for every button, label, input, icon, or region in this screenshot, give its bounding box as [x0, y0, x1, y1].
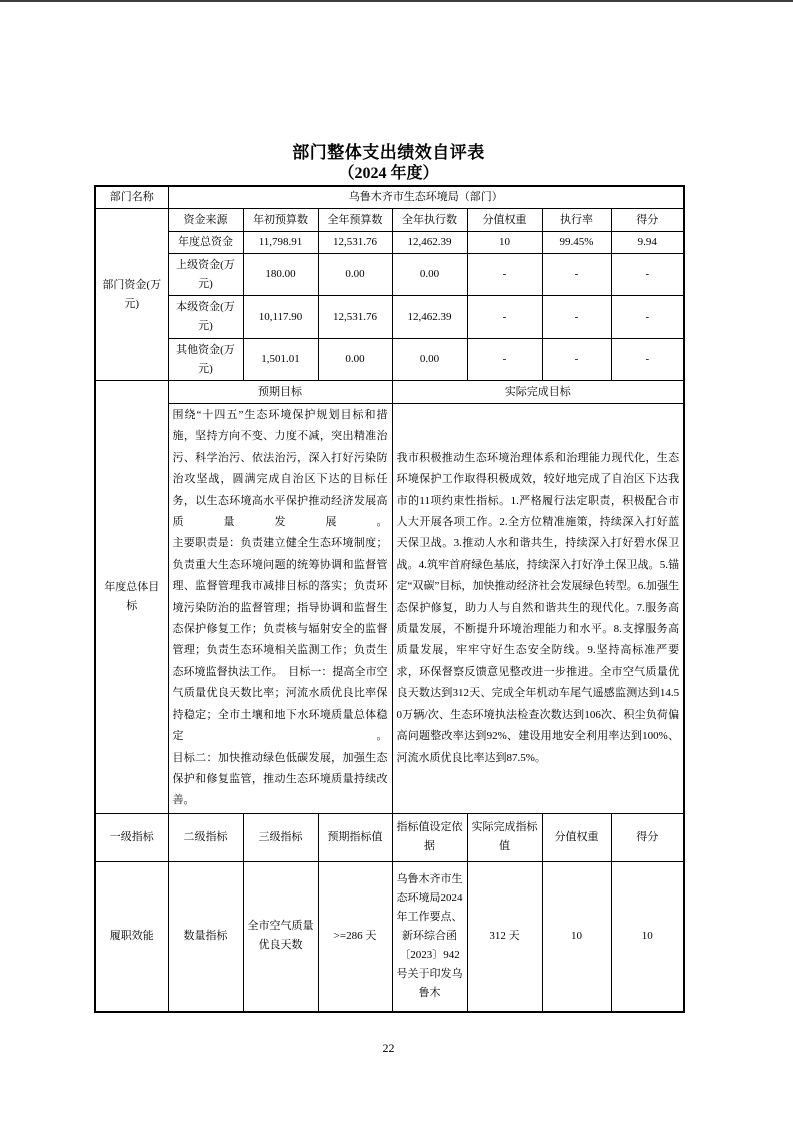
funding-value-cell: 10 — [467, 232, 542, 254]
funding-row-label: 本级资金(万元) — [168, 296, 243, 339]
indicator-value-cell: 312 天 — [467, 861, 542, 1012]
dept-name-value: 乌鲁木齐市生态环境局（部门） — [168, 186, 684, 209]
table-row-goal-header — [95, 381, 684, 404]
indicator-header-cell: 三级指标 — [243, 813, 318, 861]
indicator-header-cell: 分值权重 — [542, 813, 611, 861]
indicator-value-cell: 数量指标 — [168, 861, 243, 1012]
funding-row-label: 上级资金(万元) — [168, 254, 243, 296]
document-subtitle: （2024 年度） — [338, 165, 439, 182]
expected-goal-paragraph: 主要职责是：负责建立健全生态环境制度；负责重大生态环境问题的统筹协调和监督管理、监督管理我市减排目标的落实；负责环境污染防治的监督管理；指导协调和监督生态保护修复工作；负责核与辐射安全的监督管理；负责生态环境相关监测工作；负责生态环境监督执法工作。 目标一：提高全市空气质量优良天数比率；河流水质优良比率保持稳定；全市土壤和地下水环境质量总体稳定。 — [172, 537, 388, 743]
page-top-edge — [0, 0, 793, 2]
self-evaluation-table — [94, 185, 685, 1013]
table-row-dept — [95, 186, 684, 209]
page-number: 22 — [382, 1041, 395, 1055]
expected-goal-paragraph: 围绕“十四五”生态环境保护规划目标和措施，坚持方向不变、力度不减，突出精准治污、科学治污、依法治污，深入打好污染防治攻坚战，圆满完成自治区下达的目标任务，以生态环境高水平保护推动经济发展高质量发展。 — [172, 409, 388, 529]
funding-value-cell: - — [542, 296, 611, 339]
actual-goal-text — [392, 404, 684, 814]
table-row-goal-text — [95, 404, 684, 814]
funding-value-cell: - — [611, 296, 684, 339]
funding-section-label: 部门资金(万元) — [95, 209, 168, 381]
funding-value-cell: 99.45% — [542, 232, 611, 254]
funding-header-cell: 全年预算数 — [318, 209, 392, 232]
table-row-total-funds — [95, 232, 684, 254]
table-row-funding-header — [95, 209, 684, 232]
indicator-basis-cell: 乌鲁木齐市生态环境局2024年工作要点、新环综合函〔2023〕942号关于印发乌鲁木 — [392, 861, 467, 1012]
funding-value-cell: 12,462.39 — [392, 232, 467, 254]
funding-value-cell: 0.00 — [392, 254, 467, 296]
annual-goal-label: 年度总体目标 — [95, 381, 168, 814]
indicator-header-cell: 一级指标 — [95, 813, 168, 861]
funding-value-cell: 0.00 — [318, 339, 392, 381]
funding-header-cell: 资金来源 — [168, 209, 243, 232]
funding-value-cell: - — [467, 254, 542, 296]
funding-value-cell: 12,462.39 — [392, 296, 467, 339]
indicator-value-cell: 10 — [542, 861, 611, 1012]
funding-value-cell: 12,531.76 — [318, 296, 392, 339]
document-title: 部门整体支出绩效自评表 — [292, 143, 485, 162]
funding-header-cell: 得分 — [611, 209, 684, 232]
indicator-header-cell: 指标值设定依据 — [392, 813, 467, 861]
funding-row-label: 年度总资金 — [168, 232, 243, 254]
table-row-indicator-data — [95, 861, 684, 1012]
funding-row-label: 其他资金(万元) — [168, 339, 243, 381]
expected-goal-paragraph: 目标二：加快推动绿色低碳发展，加强生态保护和修复监管，推动生态环境质量持续改善。 — [172, 751, 388, 807]
indicator-header-cell: 二级指标 — [168, 813, 243, 861]
funding-value-cell: 12,531.76 — [318, 232, 392, 254]
indicator-value-cell: >=286 天 — [318, 861, 392, 1012]
funding-header-cell: 分值权重 — [467, 209, 542, 232]
funding-value-cell: - — [611, 254, 684, 296]
indicator-value-cell: 履职效能 — [95, 861, 168, 1012]
indicator-header-cell: 得分 — [611, 813, 684, 861]
actual-goal-header: 实际完成目标 — [392, 381, 684, 404]
funding-value-cell: 9.94 — [611, 232, 684, 254]
funding-header-cell: 年初预算数 — [243, 209, 318, 232]
expected-goal-header: 预期目标 — [168, 381, 392, 404]
expected-goal-text — [168, 404, 392, 814]
funding-value-cell: 1,501.01 — [243, 339, 318, 381]
table-row-local-funds — [95, 296, 684, 339]
actual-goal-paragraph: 我市积极推动生态环境治理体系和治理能力现代化，生态环境保护工作取得积极成效，较好地完成了自治区下达我市的11项约束性指标。1.严格履行法定职责，积极配合市人大开展各项工作。2.全方位精准施策，持续深入打好蓝天保卫战。3.推动人水和谐共生，持续深入打好碧水保卫战。4.筑牢首府绿色基底，持续深入打好净土保卫战。5.锚定“双碳”目标，加快推动经济社会发展绿色转型。6.加强生态保护修复，助力人与自然和谐共生的现代化。7.服务高质量发展，不断提升环境治理能力和水平。8.支撑服务高质量发展，牢牢守好生态安全防线。9.坚持高标准严要求，环保督察反馈意见整改进一步推进。全市空气质量优良天数达到312天、完成全年机动车尾气遥感监测达到14.50万辆/次、生态环境执法检查次数达到106次、积尘负荷偏高问题整改率达到92%、建设用地安全利用率达到100%、河流水质优良比率达到87.5%。 — [396, 451, 680, 764]
funding-header-cell: 执行率 — [542, 209, 611, 232]
indicator-header-cell: 实际完成指标值 — [467, 813, 542, 861]
funding-value-cell: 180.00 — [243, 254, 318, 296]
dept-name-label: 部门名称 — [95, 186, 168, 209]
table-row-other-funds — [95, 339, 684, 381]
funding-value-cell: - — [467, 339, 542, 381]
funding-value-cell: - — [542, 254, 611, 296]
funding-value-cell: 11,798.91 — [243, 232, 318, 254]
funding-value-cell: 0.00 — [318, 254, 392, 296]
funding-value-cell: 0.00 — [392, 339, 467, 381]
table-row-indicator-header — [95, 813, 684, 861]
funding-value-cell: - — [542, 339, 611, 381]
funding-header-cell: 全年执行数 — [392, 209, 467, 232]
indicator-header-cell: 预期指标值 — [318, 813, 392, 861]
table-row-superior-funds — [95, 254, 684, 296]
funding-value-cell: - — [611, 339, 684, 381]
indicator-value-cell: 全市空气质量优良天数 — [243, 861, 318, 1012]
funding-value-cell: 10,117.90 — [243, 296, 318, 339]
funding-value-cell: - — [467, 296, 542, 339]
indicator-value-cell: 10 — [611, 861, 684, 1012]
